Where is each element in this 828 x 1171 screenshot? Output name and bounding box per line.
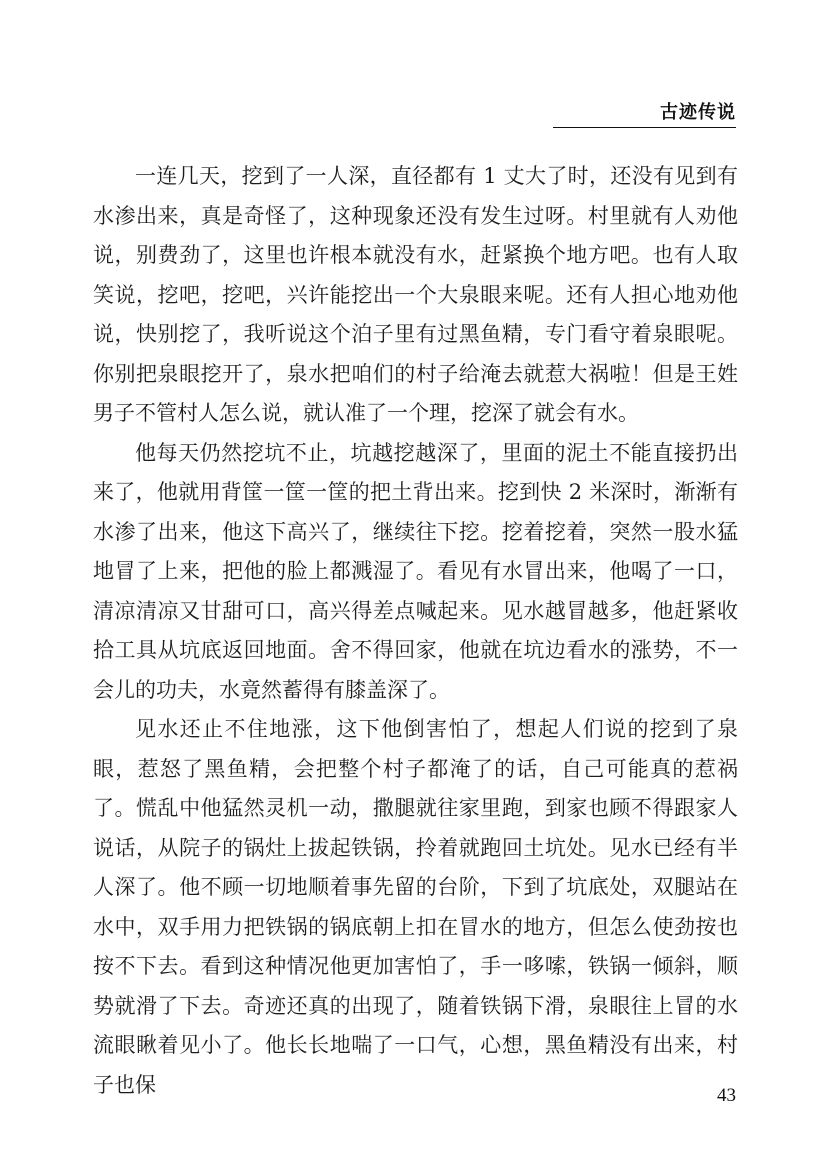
running-head-title: 古迹传说 xyxy=(660,102,736,123)
header-rule xyxy=(553,127,736,128)
body-text xyxy=(93,157,738,1105)
page-number: 43 xyxy=(717,1085,736,1106)
paragraph-3: 见水还止不住地涨，这下他倒害怕了，想起人们说的挖到了泉眼，惹怒了黑鱼精，会把整个村子都淹了的话，自己可能真的惹祸了。慌乱中他猛然灵机一动，撒腿就往家里跑，到家也顾不得跟家人说话，从院子的锅灶上拔起铁锅，拎着就跑回土坑处。见水已经有半人深了。他不顾一切地顺着事先留的台阶，下到了坑底处，双腿站在水中，双手用力把铁锅的锅底朝上扣在冒水的地方，但怎么使劲按也按不下去。看到这种情况他更加害怕了，手一哆嗦，铁锅一倾斜，顺势就滑了下去。奇迹还真的出现了，随着铁锅下滑，泉眼往上冒的水流眼瞅着见小了。他长长地喘了一口气，心想，黑鱼精没有出来，村子也保 xyxy=(93,717,738,1097)
paragraph-1: 一连几天，挖到了一人深，直径都有 1 丈大了时，还没有见到有水渗出来，真是奇怪了，这种现象还没有发生过呀。村里就有人劝他说，别费劲了，这里也许根本就没有水，赶紧换个地方吧。也有人取笑说，挖吧，挖吧，兴许能挖出一个大泉眼来呢。还有人担心地劝他说，快别挖了，我听说这个泊子里有过黑鱼精，专门看守着泉眼呢。你别把泉眼挖开了，泉水把咱们的村子给淹去就惹大祸啦！但是王姓男子不管村人怎么说，就认准了一个理，挖深了就会有水。 xyxy=(93,164,738,425)
paragraph-2: 他每天仍然挖坑不止，坑越挖越深了，里面的泥土不能直接扔出来了，他就用背筐一筐一筐的把土背出来。挖到快 2 米深时，渐渐有水渗了出来，他这下高兴了，继续往下挖。挖着挖着，突然一股水猛地冒了上来，把他的脸上都溅湿了。看见有水冒出来，他喝了一口，清凉清凉又甘甜可口，高兴得差点喊起来。见水越冒越多，他赶紧收拾工具从坑底返回地面。舍不得回家，他就在坑边看水的涨势，不一会儿的功夫，水竟然蓄得有膝盖深了。 xyxy=(93,440,738,702)
